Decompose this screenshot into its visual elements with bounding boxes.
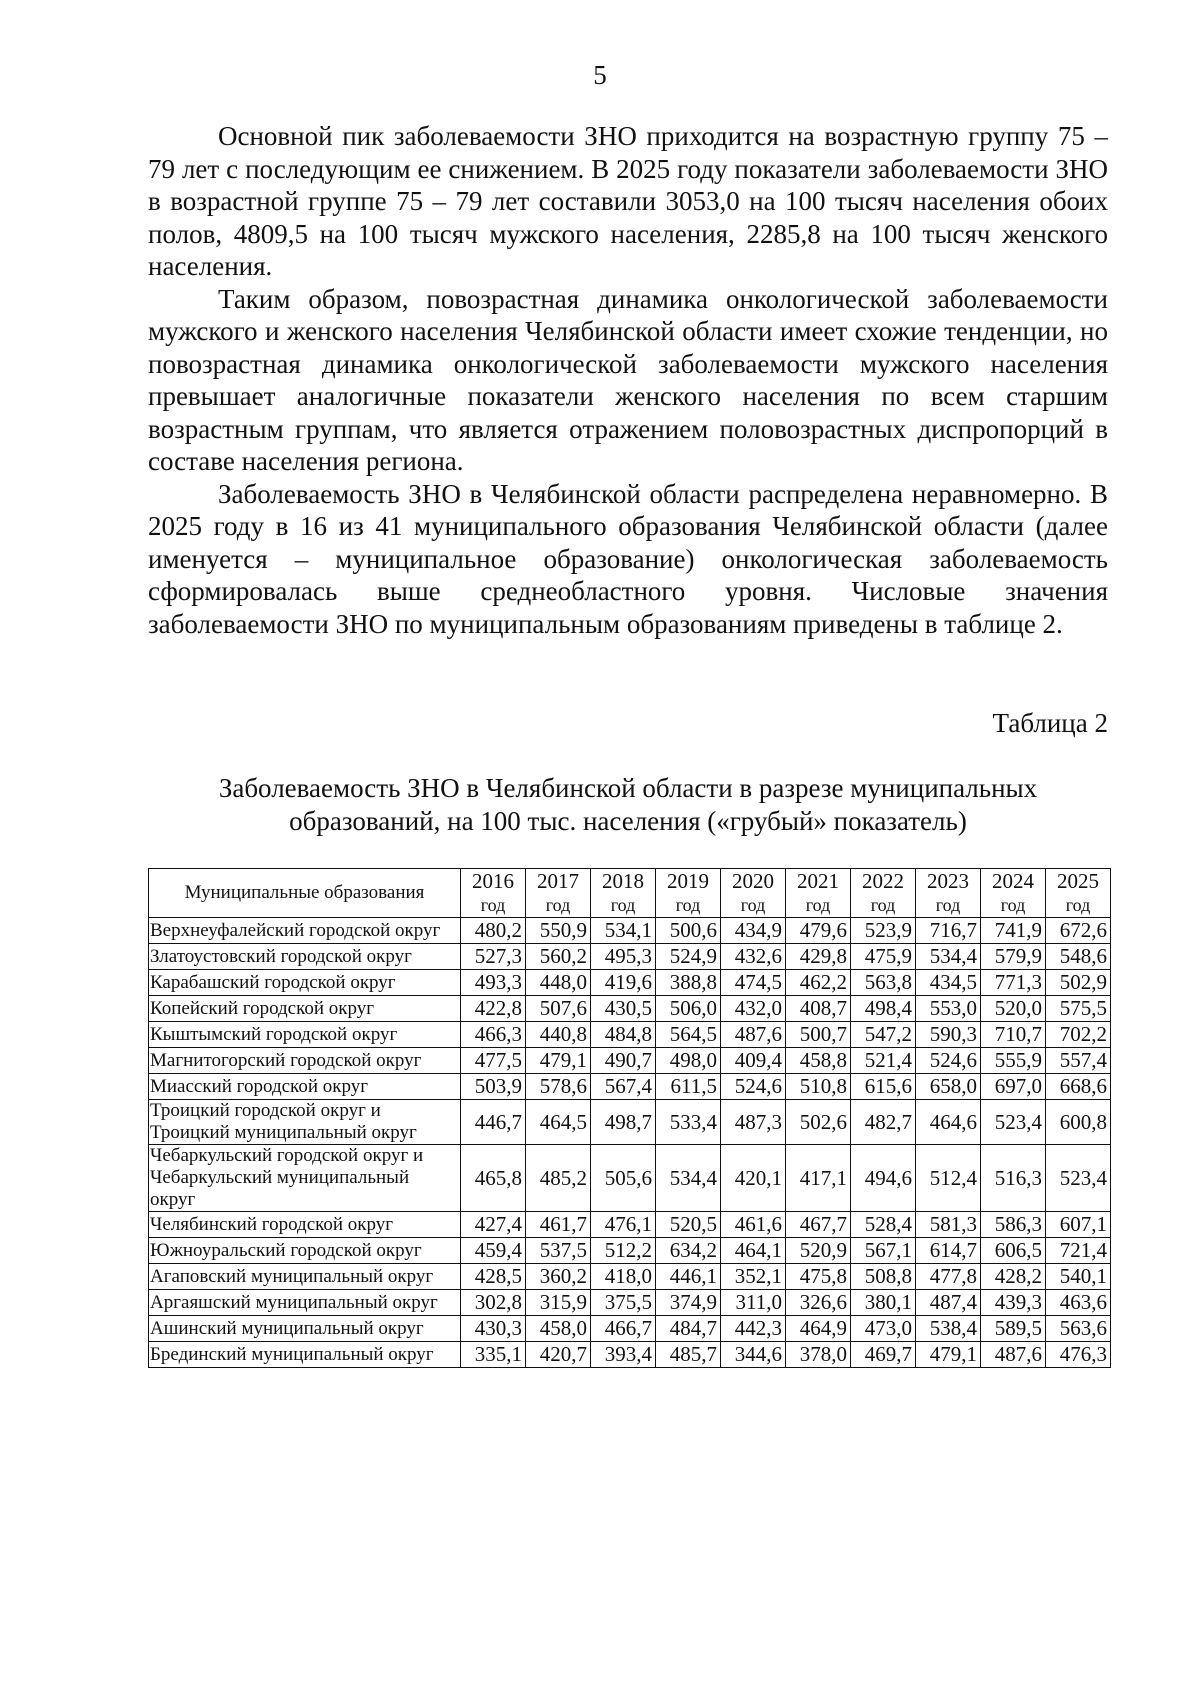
incidence-value: 555,9 bbox=[981, 1048, 1046, 1074]
incidence-value: 520,5 bbox=[656, 1212, 721, 1238]
incidence-value: 474,5 bbox=[721, 970, 786, 996]
municipality-name: Карабашский городской округ bbox=[149, 970, 461, 996]
incidence-value: 538,4 bbox=[916, 1316, 981, 1342]
incidence-value: 563,6 bbox=[1046, 1316, 1111, 1342]
table-row bbox=[149, 1100, 1111, 1145]
table-row bbox=[149, 1145, 1111, 1212]
table-row bbox=[149, 944, 1111, 970]
incidence-value: 475,8 bbox=[786, 1264, 851, 1290]
incidence-value: 500,6 bbox=[656, 918, 721, 944]
table-label: Таблица 2 bbox=[992, 708, 1108, 738]
incidence-value: 614,7 bbox=[916, 1238, 981, 1264]
header-year-value: 2024 bbox=[992, 869, 1034, 893]
paragraph-dynamics: Таким образом, повозрастная динамика онкологической заболеваемости мужского и женского населения Челябинской области имеет схожие тенденции, но повозрастная динамика онкологической заболеваемости мужского населения превышает аналогичные показатели женского населения по всем старшим возрастным группам, что является отражением половозрастных диспропорций в составе населения региона. bbox=[148, 283, 1108, 476]
incidence-value: 418,0 bbox=[591, 1264, 656, 1290]
table-row bbox=[149, 918, 1111, 944]
incidence-value: 458,8 bbox=[786, 1048, 851, 1074]
header-year-suffix: год bbox=[805, 895, 831, 915]
municipality-name: Чебаркульский городской округ и Чебаркульский муниципальный округ bbox=[149, 1145, 461, 1212]
table-row bbox=[149, 1290, 1111, 1316]
incidence-value: 466,7 bbox=[591, 1316, 656, 1342]
page-number: 5 bbox=[593, 60, 607, 90]
header-year-suffix: год bbox=[1065, 895, 1091, 915]
incidence-value: 721,4 bbox=[1046, 1238, 1111, 1264]
incidence-value: 534,4 bbox=[916, 944, 981, 970]
incidence-value: 485,7 bbox=[656, 1342, 721, 1368]
header-year-2025 bbox=[1046, 869, 1111, 918]
incidence-value: 586,3 bbox=[981, 1212, 1046, 1238]
header-year-suffix: год bbox=[610, 895, 636, 915]
incidence-value: 516,3 bbox=[981, 1145, 1046, 1212]
header-year-value: 2018 bbox=[602, 869, 644, 893]
table-row bbox=[149, 1022, 1111, 1048]
incidence-value: 512,2 bbox=[591, 1238, 656, 1264]
incidence-value: 548,6 bbox=[1046, 944, 1111, 970]
incidence-value: 430,3 bbox=[461, 1316, 526, 1342]
incidence-value: 507,6 bbox=[526, 996, 591, 1022]
incidence-value: 344,6 bbox=[721, 1342, 786, 1368]
incidence-value: 479,1 bbox=[916, 1342, 981, 1368]
incidence-value: 668,6 bbox=[1046, 1074, 1111, 1100]
header-year-suffix: год bbox=[480, 895, 506, 915]
incidence-value: 487,4 bbox=[916, 1290, 981, 1316]
table-row bbox=[149, 1212, 1111, 1238]
incidence-value: 697,0 bbox=[981, 1074, 1046, 1100]
incidence-value: 360,2 bbox=[526, 1264, 591, 1290]
incidence-value: 510,8 bbox=[786, 1074, 851, 1100]
incidence-value: 590,3 bbox=[916, 1022, 981, 1048]
incidence-value: 462,2 bbox=[786, 970, 851, 996]
incidence-value: 534,1 bbox=[591, 918, 656, 944]
incidence-value: 505,6 bbox=[591, 1145, 656, 1212]
incidence-value: 461,6 bbox=[721, 1212, 786, 1238]
incidence-value: 710,7 bbox=[981, 1022, 1046, 1048]
incidence-value: 607,1 bbox=[1046, 1212, 1111, 1238]
incidence-value: 540,1 bbox=[1046, 1264, 1111, 1290]
incidence-value: 512,4 bbox=[916, 1145, 981, 1212]
incidence-value: 575,5 bbox=[1046, 996, 1111, 1022]
incidence-value: 434,9 bbox=[721, 918, 786, 944]
incidence-value: 553,0 bbox=[916, 996, 981, 1022]
incidence-value: 378,0 bbox=[786, 1342, 851, 1368]
incidence-value: 420,1 bbox=[721, 1145, 786, 1212]
incidence-value: 567,1 bbox=[851, 1238, 916, 1264]
incidence-value: 520,9 bbox=[786, 1238, 851, 1264]
incidence-value: 476,3 bbox=[1046, 1342, 1111, 1368]
incidence-value: 500,7 bbox=[786, 1022, 851, 1048]
paragraph-distribution: Заболеваемость ЗНО в Челябинской области распределена неравномерно. В 2025 году в 16 из 41 муниципального образования Челябинской области (далее именуется – муниципальное образование) онкологическая заболеваемость сформировалась выше среднеобластного уровня. Числовые значения заболеваемости ЗНО по муниципальным образованиям приведены в таблице 2. bbox=[148, 478, 1108, 639]
header-year-2024 bbox=[981, 869, 1046, 918]
table-row bbox=[149, 1342, 1111, 1368]
table-row bbox=[149, 1048, 1111, 1074]
municipality-name: Южноуральский городской округ bbox=[149, 1238, 461, 1264]
header-municipality: Муниципальные образования bbox=[149, 869, 461, 918]
incidence-value: 420,7 bbox=[526, 1342, 591, 1368]
header-year-2021 bbox=[786, 869, 851, 918]
municipality-name: Кыштымский городской округ bbox=[149, 1022, 461, 1048]
header-year-2020 bbox=[721, 869, 786, 918]
incidence-value: 741,9 bbox=[981, 918, 1046, 944]
header-year-2017 bbox=[526, 869, 591, 918]
incidence-value: 465,8 bbox=[461, 1145, 526, 1212]
incidence-value: 615,6 bbox=[851, 1074, 916, 1100]
incidence-value: 315,9 bbox=[526, 1290, 591, 1316]
incidence-value: 550,9 bbox=[526, 918, 591, 944]
header-year-suffix: год bbox=[935, 895, 961, 915]
incidence-value: 528,4 bbox=[851, 1212, 916, 1238]
incidence-value: 473,0 bbox=[851, 1316, 916, 1342]
incidence-value: 446,7 bbox=[461, 1100, 526, 1145]
incidence-value: 461,7 bbox=[526, 1212, 591, 1238]
table-caption bbox=[148, 772, 1108, 837]
incidence-table bbox=[148, 868, 1111, 1368]
incidence-value: 498,7 bbox=[591, 1100, 656, 1145]
incidence-value: 589,5 bbox=[981, 1316, 1046, 1342]
municipality-name: Копейский городской округ bbox=[149, 996, 461, 1022]
municipality-name: Миасский городской округ bbox=[149, 1074, 461, 1100]
table-body bbox=[149, 918, 1111, 1368]
incidence-value: 523,4 bbox=[981, 1100, 1046, 1145]
incidence-value: 537,5 bbox=[526, 1238, 591, 1264]
incidence-value: 446,1 bbox=[656, 1264, 721, 1290]
municipality-name: Брединский муниципальный округ bbox=[149, 1342, 461, 1368]
incidence-table-container bbox=[148, 868, 1110, 1368]
incidence-value: 520,0 bbox=[981, 996, 1046, 1022]
incidence-value: 502,9 bbox=[1046, 970, 1111, 996]
municipality-name: Челябинский городской округ bbox=[149, 1212, 461, 1238]
incidence-value: 434,5 bbox=[916, 970, 981, 996]
incidence-value: 469,7 bbox=[851, 1342, 916, 1368]
incidence-value: 380,1 bbox=[851, 1290, 916, 1316]
incidence-value: 498,0 bbox=[656, 1048, 721, 1074]
incidence-value: 459,4 bbox=[461, 1238, 526, 1264]
header-year-2023 bbox=[916, 869, 981, 918]
municipality-name: Агаповский муниципальный округ bbox=[149, 1264, 461, 1290]
header-year-value: 2019 bbox=[667, 869, 709, 893]
incidence-value: 579,9 bbox=[981, 944, 1046, 970]
incidence-value: 523,9 bbox=[851, 918, 916, 944]
incidence-value: 487,6 bbox=[721, 1022, 786, 1048]
incidence-value: 408,7 bbox=[786, 996, 851, 1022]
incidence-value: 464,6 bbox=[916, 1100, 981, 1145]
incidence-value: 374,9 bbox=[656, 1290, 721, 1316]
table-caption-line-2: образований, на 100 тыс. населения («грубый» показатель) bbox=[289, 805, 967, 836]
incidence-value: 487,3 bbox=[721, 1100, 786, 1145]
incidence-value: 428,5 bbox=[461, 1264, 526, 1290]
incidence-value: 439,3 bbox=[981, 1290, 1046, 1316]
header-year-value: 2017 bbox=[537, 869, 579, 893]
municipality-name: Ашинский муниципальный округ bbox=[149, 1316, 461, 1342]
incidence-value: 564,5 bbox=[656, 1022, 721, 1048]
incidence-value: 326,6 bbox=[786, 1290, 851, 1316]
incidence-value: 466,3 bbox=[461, 1022, 526, 1048]
incidence-value: 484,8 bbox=[591, 1022, 656, 1048]
header-year-2016 bbox=[461, 869, 526, 918]
incidence-value: 484,7 bbox=[656, 1316, 721, 1342]
incidence-value: 547,2 bbox=[851, 1022, 916, 1048]
incidence-value: 428,2 bbox=[981, 1264, 1046, 1290]
incidence-value: 477,5 bbox=[461, 1048, 526, 1074]
incidence-value: 427,4 bbox=[461, 1212, 526, 1238]
incidence-value: 464,5 bbox=[526, 1100, 591, 1145]
header-year-suffix: год bbox=[870, 895, 896, 915]
incidence-value: 311,0 bbox=[721, 1290, 786, 1316]
incidence-value: 495,3 bbox=[591, 944, 656, 970]
incidence-value: 458,0 bbox=[526, 1316, 591, 1342]
header-year-suffix: год bbox=[545, 895, 571, 915]
incidence-value: 563,8 bbox=[851, 970, 916, 996]
incidence-value: 485,2 bbox=[526, 1145, 591, 1212]
incidence-value: 524,6 bbox=[721, 1074, 786, 1100]
incidence-value: 479,1 bbox=[526, 1048, 591, 1074]
incidence-value: 581,3 bbox=[916, 1212, 981, 1238]
incidence-value: 493,3 bbox=[461, 970, 526, 996]
incidence-value: 702,2 bbox=[1046, 1022, 1111, 1048]
municipality-name: Златоустовский городской округ bbox=[149, 944, 461, 970]
incidence-value: 302,8 bbox=[461, 1290, 526, 1316]
incidence-value: 521,4 bbox=[851, 1048, 916, 1074]
incidence-value: 634,2 bbox=[656, 1238, 721, 1264]
incidence-value: 393,4 bbox=[591, 1342, 656, 1368]
incidence-value: 464,9 bbox=[786, 1316, 851, 1342]
incidence-value: 432,6 bbox=[721, 944, 786, 970]
incidence-value: 658,0 bbox=[916, 1074, 981, 1100]
incidence-value: 475,9 bbox=[851, 944, 916, 970]
incidence-value: 479,6 bbox=[786, 918, 851, 944]
incidence-value: 440,8 bbox=[526, 1022, 591, 1048]
incidence-value: 432,0 bbox=[721, 996, 786, 1022]
incidence-value: 498,4 bbox=[851, 996, 916, 1022]
table-row bbox=[149, 1074, 1111, 1100]
table-row bbox=[149, 1238, 1111, 1264]
incidence-value: 448,0 bbox=[526, 970, 591, 996]
incidence-value: 494,6 bbox=[851, 1145, 916, 1212]
header-year-value: 2022 bbox=[862, 869, 904, 893]
table-row bbox=[149, 1264, 1111, 1290]
incidence-value: 335,1 bbox=[461, 1342, 526, 1368]
incidence-value: 716,7 bbox=[916, 918, 981, 944]
header-year-value: 2021 bbox=[797, 869, 839, 893]
incidence-value: 611,5 bbox=[656, 1074, 721, 1100]
incidence-value: 502,6 bbox=[786, 1100, 851, 1145]
incidence-value: 430,5 bbox=[591, 996, 656, 1022]
incidence-value: 388,8 bbox=[656, 970, 721, 996]
incidence-value: 442,3 bbox=[721, 1316, 786, 1342]
incidence-value: 467,7 bbox=[786, 1212, 851, 1238]
incidence-value: 771,3 bbox=[981, 970, 1046, 996]
incidence-value: 527,3 bbox=[461, 944, 526, 970]
incidence-value: 476,1 bbox=[591, 1212, 656, 1238]
incidence-value: 429,8 bbox=[786, 944, 851, 970]
incidence-value: 464,1 bbox=[721, 1238, 786, 1264]
incidence-value: 487,6 bbox=[981, 1342, 1046, 1368]
incidence-value: 508,8 bbox=[851, 1264, 916, 1290]
incidence-value: 503,9 bbox=[461, 1074, 526, 1100]
incidence-value: 352,1 bbox=[721, 1264, 786, 1290]
incidence-value: 533,4 bbox=[656, 1100, 721, 1145]
municipality-name: Верхнеуфалейский городской округ bbox=[149, 918, 461, 944]
incidence-value: 506,0 bbox=[656, 996, 721, 1022]
header-year-suffix: год bbox=[675, 895, 701, 915]
incidence-value: 422,8 bbox=[461, 996, 526, 1022]
municipality-name: Троицкий городской округ и Троицкий муниципальный округ bbox=[149, 1100, 461, 1145]
incidence-value: 375,5 bbox=[591, 1290, 656, 1316]
table-row bbox=[149, 970, 1111, 996]
table-header-row bbox=[149, 869, 1111, 918]
incidence-value: 523,4 bbox=[1046, 1145, 1111, 1212]
incidence-value: 417,1 bbox=[786, 1145, 851, 1212]
header-year-suffix: год bbox=[740, 895, 766, 915]
header-year-value: 2023 bbox=[927, 869, 969, 893]
incidence-value: 600,8 bbox=[1046, 1100, 1111, 1145]
incidence-value: 606,5 bbox=[981, 1238, 1046, 1264]
incidence-value: 534,4 bbox=[656, 1145, 721, 1212]
body-text bbox=[148, 120, 1108, 640]
incidence-value: 524,9 bbox=[656, 944, 721, 970]
incidence-value: 480,2 bbox=[461, 918, 526, 944]
incidence-value: 567,4 bbox=[591, 1074, 656, 1100]
incidence-value: 672,6 bbox=[1046, 918, 1111, 944]
incidence-value: 560,2 bbox=[526, 944, 591, 970]
incidence-value: 557,4 bbox=[1046, 1048, 1111, 1074]
incidence-value: 482,7 bbox=[851, 1100, 916, 1145]
table-row bbox=[149, 1316, 1111, 1342]
incidence-value: 490,7 bbox=[591, 1048, 656, 1074]
header-year-2022 bbox=[851, 869, 916, 918]
incidence-value: 477,8 bbox=[916, 1264, 981, 1290]
municipality-name: Магнитогорский городской округ bbox=[149, 1048, 461, 1074]
paragraph-age-peak: Основной пик заболеваемости ЗНО приходится на возрастную группу 75 – 79 лет с последующим ее снижением. В 2025 году показатели заболеваемости ЗНО в возрастной группе 75 – 79 лет составили 3053,0 на 100 тысяч населения обоих полов, 4809,5 на 100 тысяч мужского населения, 2285,8 на 100 тысяч женского населения. bbox=[148, 121, 1108, 281]
table-row bbox=[149, 996, 1111, 1022]
table-caption-line-1: Заболеваемость ЗНО в Челябинской области в разрезе муниципальных bbox=[218, 773, 1038, 803]
header-year-value: 2016 bbox=[472, 869, 514, 893]
incidence-value: 524,6 bbox=[916, 1048, 981, 1074]
incidence-value: 578,6 bbox=[526, 1074, 591, 1100]
header-year-suffix: год bbox=[1000, 895, 1026, 915]
municipality-name: Аргаяшский муниципальный округ bbox=[149, 1290, 461, 1316]
header-year-value: 2025 bbox=[1057, 869, 1099, 893]
header-year-2019 bbox=[656, 869, 721, 918]
header-year-value: 2020 bbox=[732, 869, 774, 893]
incidence-value: 419,6 bbox=[591, 970, 656, 996]
incidence-value: 463,6 bbox=[1046, 1290, 1111, 1316]
header-year-2018 bbox=[591, 869, 656, 918]
incidence-value: 409,4 bbox=[721, 1048, 786, 1074]
